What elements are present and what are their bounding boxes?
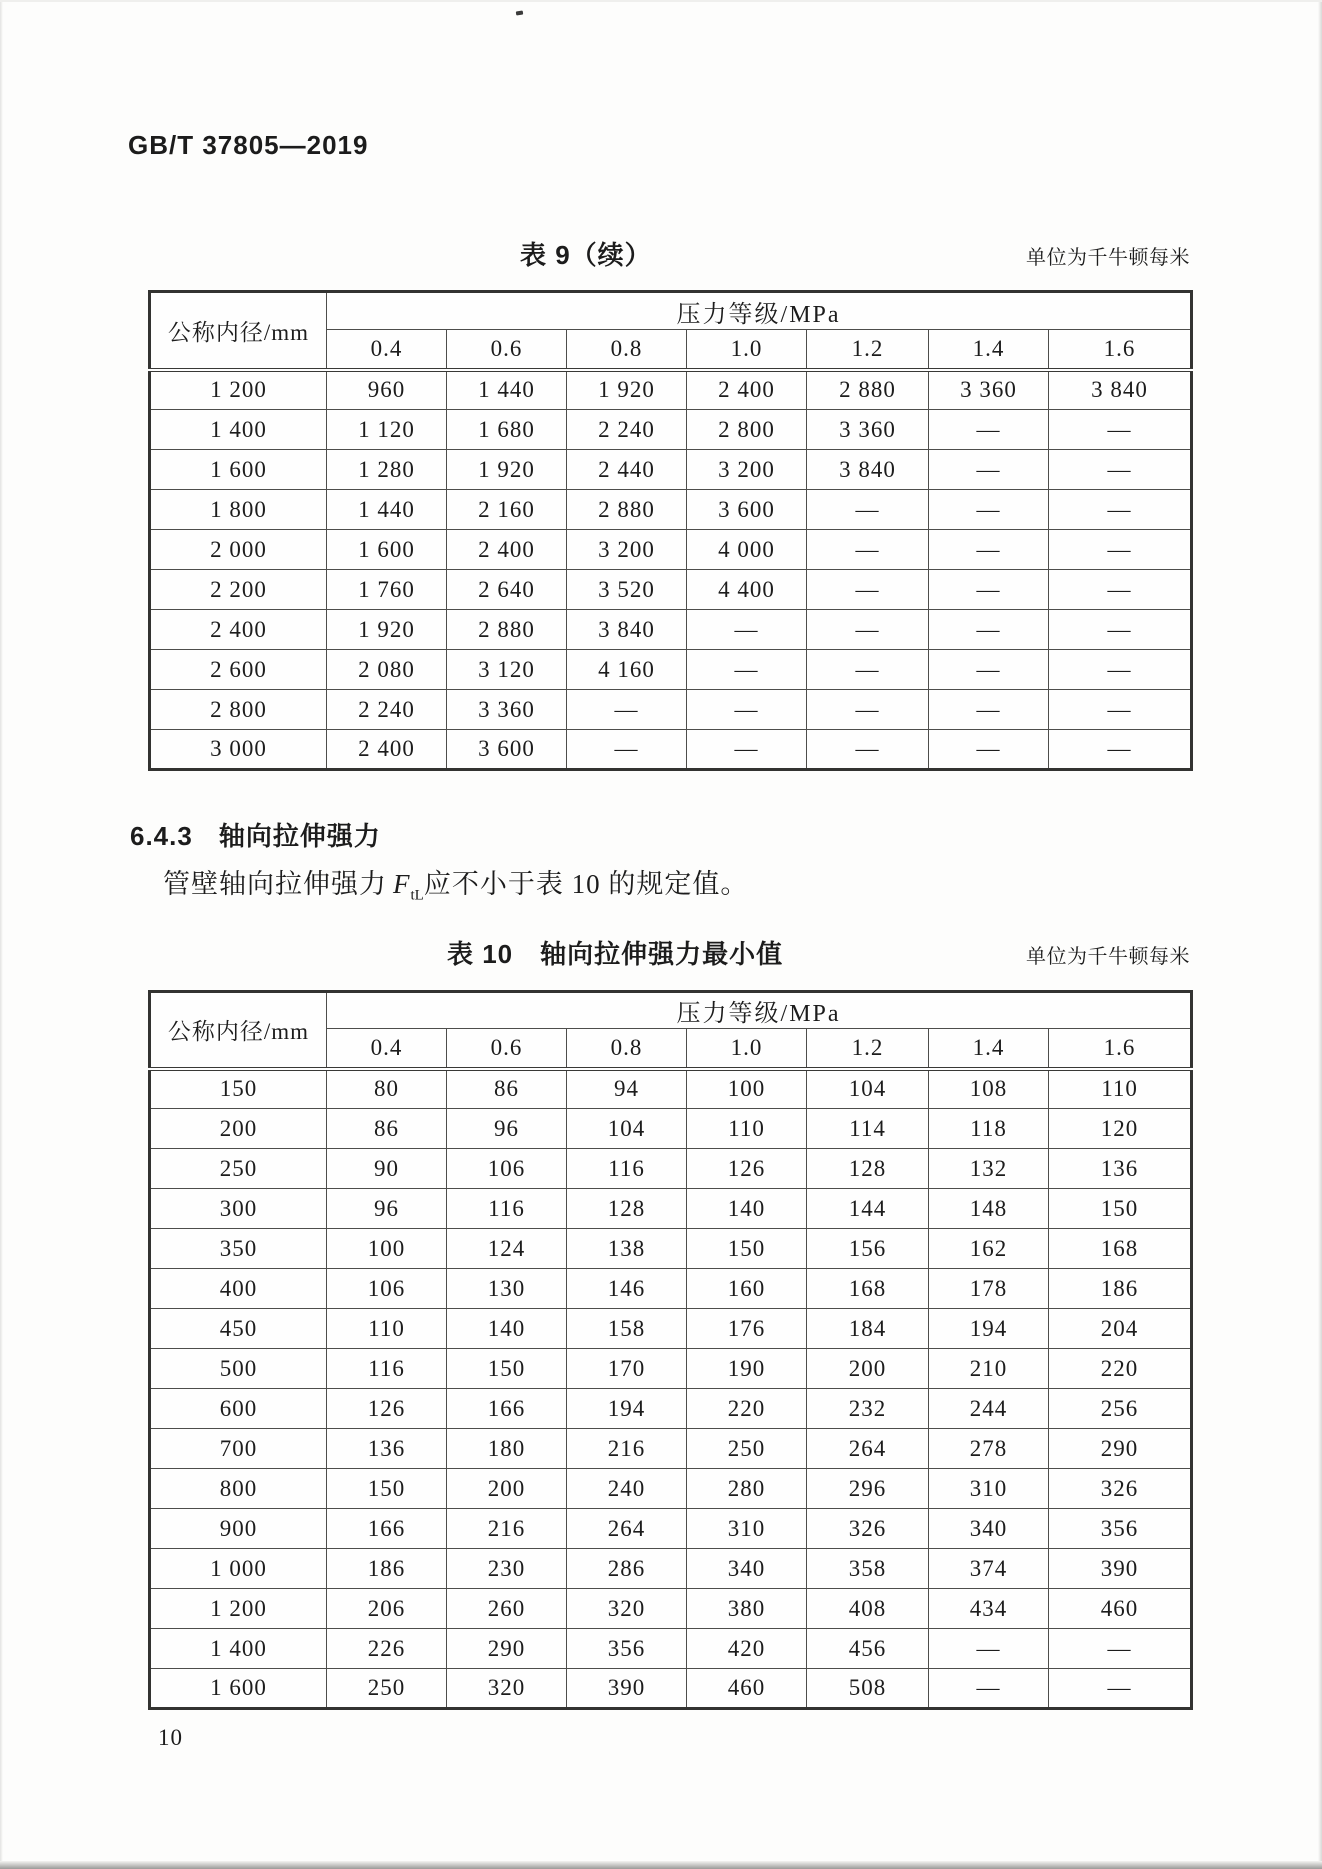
value-cell: 356 bbox=[1049, 1509, 1192, 1549]
value-cell: 128 bbox=[567, 1189, 687, 1229]
value-cell: 124 bbox=[447, 1229, 567, 1269]
table-row bbox=[150, 1509, 1192, 1549]
value-cell: — bbox=[929, 610, 1049, 650]
value-cell: 2 640 bbox=[447, 570, 567, 610]
value-cell: 2 240 bbox=[327, 690, 447, 730]
value-cell: — bbox=[929, 570, 1049, 610]
value-cell: 162 bbox=[929, 1229, 1049, 1269]
diameter-column-header: 公称内径/mm bbox=[150, 292, 327, 370]
table10 bbox=[148, 990, 1193, 1710]
diameter-cell: 1 400 bbox=[150, 1629, 327, 1669]
table-row bbox=[150, 1669, 1192, 1709]
value-cell: 126 bbox=[327, 1389, 447, 1429]
value-cell: — bbox=[807, 730, 929, 770]
value-cell: 216 bbox=[567, 1429, 687, 1469]
value-cell: 320 bbox=[567, 1589, 687, 1629]
pressure-level-header: 1.2 bbox=[807, 1029, 929, 1069]
value-cell: 2 880 bbox=[807, 370, 929, 410]
value-cell: — bbox=[1049, 570, 1192, 610]
value-cell: 204 bbox=[1049, 1309, 1192, 1349]
standard-number: GB/T 37805—2019 bbox=[128, 130, 369, 160]
value-cell: 1 440 bbox=[327, 490, 447, 530]
value-cell: 216 bbox=[447, 1509, 567, 1549]
value-cell: 132 bbox=[929, 1149, 1049, 1189]
value-cell: 166 bbox=[327, 1509, 447, 1549]
value-cell: 3 600 bbox=[447, 730, 567, 770]
section-number: 6.4.3 bbox=[130, 821, 193, 851]
value-cell: 244 bbox=[929, 1389, 1049, 1429]
value-cell: 296 bbox=[807, 1469, 929, 1509]
table-row bbox=[150, 610, 1192, 650]
diameter-column-header: 公称内径/mm bbox=[150, 992, 327, 1069]
value-cell: 286 bbox=[567, 1549, 687, 1589]
value-cell: 3 840 bbox=[1049, 370, 1192, 410]
value-cell: 390 bbox=[567, 1669, 687, 1709]
diameter-cell: 1 600 bbox=[150, 450, 327, 490]
value-cell: 150 bbox=[327, 1469, 447, 1509]
value-cell: 80 bbox=[327, 1069, 447, 1109]
pressure-level-header: 0.4 bbox=[327, 330, 447, 370]
diameter-cell: 1 800 bbox=[150, 490, 327, 530]
value-cell: 250 bbox=[327, 1669, 447, 1709]
pressure-group-header: 压力等级/MPa bbox=[327, 992, 1192, 1029]
diameter-cell: 150 bbox=[150, 1069, 327, 1109]
value-cell: 340 bbox=[929, 1509, 1049, 1549]
value-cell: 206 bbox=[327, 1589, 447, 1629]
value-cell: — bbox=[929, 1629, 1049, 1669]
value-cell: 126 bbox=[687, 1149, 807, 1189]
table-row bbox=[150, 690, 1192, 730]
value-cell: — bbox=[1049, 490, 1192, 530]
value-cell: 220 bbox=[1049, 1349, 1192, 1389]
scan-edge-top bbox=[0, 0, 1322, 2]
pressure-level-header: 1.6 bbox=[1049, 330, 1192, 370]
value-cell: 96 bbox=[327, 1189, 447, 1229]
body-paragraph bbox=[163, 862, 748, 904]
value-cell: 3 840 bbox=[567, 610, 687, 650]
value-cell: — bbox=[1049, 610, 1192, 650]
table9-caption: 表 9（续） bbox=[520, 240, 652, 270]
value-cell: 1 680 bbox=[447, 410, 567, 450]
value-cell: 166 bbox=[447, 1389, 567, 1429]
value-cell: 140 bbox=[447, 1309, 567, 1349]
pressure-level-header: 1.0 bbox=[687, 330, 807, 370]
value-cell: 120 bbox=[1049, 1109, 1192, 1149]
table10-caption: 表 10 轴向拉伸强力最小值 bbox=[447, 939, 784, 969]
value-cell: 86 bbox=[447, 1069, 567, 1109]
value-cell: 260 bbox=[447, 1589, 567, 1629]
scan-edge-right bbox=[1318, 0, 1322, 1869]
diameter-cell: 1 200 bbox=[150, 1589, 327, 1629]
value-cell: 290 bbox=[447, 1629, 567, 1669]
table-row bbox=[150, 490, 1192, 530]
value-cell: 158 bbox=[567, 1309, 687, 1349]
value-cell: 210 bbox=[929, 1349, 1049, 1389]
value-cell: 150 bbox=[687, 1229, 807, 1269]
value-cell: 2 800 bbox=[687, 410, 807, 450]
value-cell: 118 bbox=[929, 1109, 1049, 1149]
value-cell: 1 760 bbox=[327, 570, 447, 610]
value-cell: 138 bbox=[567, 1229, 687, 1269]
pressure-level-header: 1.6 bbox=[1049, 1029, 1192, 1069]
value-cell: 3 200 bbox=[567, 530, 687, 570]
table9-body bbox=[150, 370, 1192, 770]
table-row bbox=[150, 530, 1192, 570]
value-cell: 170 bbox=[567, 1349, 687, 1389]
pressure-level-header: 1.2 bbox=[807, 330, 929, 370]
value-cell: 150 bbox=[1049, 1189, 1192, 1229]
value-cell: 128 bbox=[807, 1149, 929, 1189]
value-cell: 278 bbox=[929, 1429, 1049, 1469]
table-row bbox=[150, 650, 1192, 690]
value-cell: — bbox=[929, 730, 1049, 770]
paragraph-text-post: 应不小于表 10 的规定值。 bbox=[423, 869, 749, 899]
value-cell: — bbox=[929, 530, 1049, 570]
value-cell: — bbox=[1049, 450, 1192, 490]
value-cell: 110 bbox=[687, 1109, 807, 1149]
page-number: 10 bbox=[158, 1725, 183, 1750]
value-cell: 232 bbox=[807, 1389, 929, 1429]
table-row bbox=[150, 1109, 1192, 1149]
value-cell: — bbox=[807, 690, 929, 730]
value-cell: 136 bbox=[1049, 1149, 1192, 1189]
diameter-cell: 500 bbox=[150, 1349, 327, 1389]
table-row bbox=[150, 1429, 1192, 1469]
value-cell: — bbox=[929, 650, 1049, 690]
value-cell: 110 bbox=[327, 1309, 447, 1349]
value-cell: 2 080 bbox=[327, 650, 447, 690]
pressure-level-header: 0.6 bbox=[447, 1029, 567, 1069]
value-cell: 230 bbox=[447, 1549, 567, 1589]
value-cell: 116 bbox=[567, 1149, 687, 1189]
table-row bbox=[150, 410, 1192, 450]
value-cell: 310 bbox=[687, 1509, 807, 1549]
table-row bbox=[150, 1309, 1192, 1349]
value-cell: 390 bbox=[1049, 1549, 1192, 1589]
value-cell: 960 bbox=[327, 370, 447, 410]
value-cell: — bbox=[1049, 1629, 1192, 1669]
value-cell: 2 440 bbox=[567, 450, 687, 490]
value-cell: 3 360 bbox=[447, 690, 567, 730]
value-cell: — bbox=[929, 410, 1049, 450]
value-cell: 4 400 bbox=[687, 570, 807, 610]
value-cell: 2 160 bbox=[447, 490, 567, 530]
value-cell: — bbox=[567, 730, 687, 770]
diameter-cell: 350 bbox=[150, 1229, 327, 1269]
table-row bbox=[150, 1189, 1192, 1229]
value-cell: 3 200 bbox=[687, 450, 807, 490]
value-cell: 434 bbox=[929, 1589, 1049, 1629]
pressure-level-header: 0.8 bbox=[567, 1029, 687, 1069]
value-cell: 3 840 bbox=[807, 450, 929, 490]
value-cell: 326 bbox=[1049, 1469, 1192, 1509]
value-cell: 1 440 bbox=[447, 370, 567, 410]
value-cell: 408 bbox=[807, 1589, 929, 1629]
value-cell: 160 bbox=[687, 1269, 807, 1309]
value-cell: — bbox=[807, 650, 929, 690]
value-cell: 114 bbox=[807, 1109, 929, 1149]
value-cell: 86 bbox=[327, 1109, 447, 1149]
value-cell: 168 bbox=[1049, 1229, 1192, 1269]
pressure-level-header: 1.4 bbox=[929, 1029, 1049, 1069]
value-cell: — bbox=[807, 570, 929, 610]
diameter-cell: 2 200 bbox=[150, 570, 327, 610]
value-cell: 1 920 bbox=[327, 610, 447, 650]
diameter-cell: 400 bbox=[150, 1269, 327, 1309]
value-cell: — bbox=[929, 450, 1049, 490]
table9-header-row-1 bbox=[150, 292, 1192, 330]
section-heading bbox=[130, 816, 381, 853]
value-cell: — bbox=[1049, 530, 1192, 570]
table9-unit-note: 单位为千牛顿每米 bbox=[1026, 247, 1190, 269]
diameter-cell: 2 000 bbox=[150, 530, 327, 570]
value-cell: 460 bbox=[687, 1669, 807, 1709]
value-cell: 2 880 bbox=[567, 490, 687, 530]
table-row bbox=[150, 1549, 1192, 1589]
value-cell: 194 bbox=[929, 1309, 1049, 1349]
value-cell: — bbox=[1049, 650, 1192, 690]
value-cell: 104 bbox=[567, 1109, 687, 1149]
value-cell: — bbox=[929, 1669, 1049, 1709]
diameter-cell: 450 bbox=[150, 1309, 327, 1349]
pressure-level-header: 0.4 bbox=[327, 1029, 447, 1069]
diameter-cell: 3 000 bbox=[150, 730, 327, 770]
force-symbol-subscript: tL bbox=[410, 887, 424, 904]
value-cell: 256 bbox=[1049, 1389, 1192, 1429]
value-cell: — bbox=[807, 530, 929, 570]
value-cell: 108 bbox=[929, 1069, 1049, 1109]
value-cell: 456 bbox=[807, 1629, 929, 1669]
value-cell: — bbox=[687, 610, 807, 650]
value-cell: 250 bbox=[687, 1429, 807, 1469]
value-cell: 140 bbox=[687, 1189, 807, 1229]
value-cell: — bbox=[687, 730, 807, 770]
value-cell: 3 120 bbox=[447, 650, 567, 690]
value-cell: 264 bbox=[807, 1429, 929, 1469]
value-cell: 2 400 bbox=[447, 530, 567, 570]
value-cell: 190 bbox=[687, 1349, 807, 1389]
value-cell: 280 bbox=[687, 1469, 807, 1509]
paragraph-text-pre: 管壁轴向拉伸强力 bbox=[163, 869, 387, 899]
table-row bbox=[150, 1149, 1192, 1189]
value-cell: 150 bbox=[447, 1349, 567, 1389]
scan-edge-left bbox=[0, 0, 3, 1869]
value-cell: 264 bbox=[567, 1509, 687, 1549]
value-cell: — bbox=[807, 490, 929, 530]
value-cell: — bbox=[1049, 730, 1192, 770]
value-cell: 2 880 bbox=[447, 610, 567, 650]
value-cell: 374 bbox=[929, 1549, 1049, 1589]
value-cell: 100 bbox=[327, 1229, 447, 1269]
value-cell: — bbox=[929, 490, 1049, 530]
diameter-cell: 1 400 bbox=[150, 410, 327, 450]
table-row bbox=[150, 1629, 1192, 1669]
value-cell: 460 bbox=[1049, 1589, 1192, 1629]
value-cell: 3 360 bbox=[807, 410, 929, 450]
diameter-cell: 300 bbox=[150, 1189, 327, 1229]
table-row bbox=[150, 1069, 1192, 1109]
value-cell: 1 120 bbox=[327, 410, 447, 450]
value-cell: 146 bbox=[567, 1269, 687, 1309]
value-cell: 180 bbox=[447, 1429, 567, 1469]
value-cell: 148 bbox=[929, 1189, 1049, 1229]
value-cell: 94 bbox=[567, 1069, 687, 1109]
value-cell: — bbox=[1049, 690, 1192, 730]
value-cell: 356 bbox=[567, 1629, 687, 1669]
value-cell: 320 bbox=[447, 1669, 567, 1709]
diameter-cell: 800 bbox=[150, 1469, 327, 1509]
value-cell: 144 bbox=[807, 1189, 929, 1229]
scan-artifact-speck bbox=[516, 11, 523, 16]
diameter-cell: 1 000 bbox=[150, 1549, 327, 1589]
value-cell: — bbox=[567, 690, 687, 730]
diameter-cell: 1 200 bbox=[150, 370, 327, 410]
value-cell: 3 360 bbox=[929, 370, 1049, 410]
value-cell: 178 bbox=[929, 1269, 1049, 1309]
value-cell: 106 bbox=[447, 1149, 567, 1189]
value-cell: 116 bbox=[447, 1189, 567, 1229]
table-row bbox=[150, 730, 1192, 770]
table-row bbox=[150, 1349, 1192, 1389]
value-cell: 380 bbox=[687, 1589, 807, 1629]
value-cell: 106 bbox=[327, 1269, 447, 1309]
pressure-level-header: 0.6 bbox=[447, 330, 567, 370]
value-cell: 3 520 bbox=[567, 570, 687, 610]
value-cell: 116 bbox=[327, 1349, 447, 1389]
table-row bbox=[150, 450, 1192, 490]
diameter-cell: 2 600 bbox=[150, 650, 327, 690]
scan-edge-bottom bbox=[0, 1861, 1322, 1869]
value-cell: 156 bbox=[807, 1229, 929, 1269]
value-cell: 240 bbox=[567, 1469, 687, 1509]
value-cell: 1 920 bbox=[567, 370, 687, 410]
diameter-cell: 200 bbox=[150, 1109, 327, 1149]
table10-unit-note: 单位为千牛顿每米 bbox=[1026, 946, 1190, 968]
value-cell: 130 bbox=[447, 1269, 567, 1309]
value-cell: 4 160 bbox=[567, 650, 687, 690]
table-row bbox=[150, 570, 1192, 610]
value-cell: 110 bbox=[1049, 1069, 1192, 1109]
table9 bbox=[148, 290, 1193, 771]
table-row bbox=[150, 1269, 1192, 1309]
value-cell: 4 000 bbox=[687, 530, 807, 570]
value-cell: — bbox=[807, 610, 929, 650]
value-cell: — bbox=[929, 690, 1049, 730]
value-cell: — bbox=[1049, 1669, 1192, 1709]
value-cell: 226 bbox=[327, 1629, 447, 1669]
force-symbol: F bbox=[393, 869, 411, 899]
table-row bbox=[150, 1469, 1192, 1509]
table10-body bbox=[150, 1069, 1192, 1709]
table-row bbox=[150, 1389, 1192, 1429]
value-cell: — bbox=[687, 690, 807, 730]
diameter-cell: 250 bbox=[150, 1149, 327, 1189]
value-cell: — bbox=[687, 650, 807, 690]
value-cell: 200 bbox=[807, 1349, 929, 1389]
value-cell: 96 bbox=[447, 1109, 567, 1149]
value-cell: — bbox=[1049, 410, 1192, 450]
pressure-level-header: 0.8 bbox=[567, 330, 687, 370]
value-cell: 508 bbox=[807, 1669, 929, 1709]
diameter-cell: 2 400 bbox=[150, 610, 327, 650]
value-cell: 220 bbox=[687, 1389, 807, 1429]
diameter-cell: 600 bbox=[150, 1389, 327, 1429]
diameter-cell: 1 600 bbox=[150, 1669, 327, 1709]
value-cell: 2 400 bbox=[687, 370, 807, 410]
value-cell: 104 bbox=[807, 1069, 929, 1109]
value-cell: 194 bbox=[567, 1389, 687, 1429]
value-cell: 3 600 bbox=[687, 490, 807, 530]
value-cell: 200 bbox=[447, 1469, 567, 1509]
value-cell: 2 400 bbox=[327, 730, 447, 770]
table10-header-row-1 bbox=[150, 992, 1192, 1029]
value-cell: 186 bbox=[1049, 1269, 1192, 1309]
value-cell: 340 bbox=[687, 1549, 807, 1589]
pressure-group-header: 压力等级/MPa bbox=[327, 292, 1192, 330]
pressure-level-header: 1.0 bbox=[687, 1029, 807, 1069]
diameter-cell: 2 800 bbox=[150, 690, 327, 730]
diameter-cell: 900 bbox=[150, 1509, 327, 1549]
value-cell: 358 bbox=[807, 1549, 929, 1589]
table-row bbox=[150, 370, 1192, 410]
value-cell: 290 bbox=[1049, 1429, 1192, 1469]
diameter-cell: 700 bbox=[150, 1429, 327, 1469]
value-cell: 1 280 bbox=[327, 450, 447, 490]
value-cell: 176 bbox=[687, 1309, 807, 1349]
value-cell: 1 920 bbox=[447, 450, 567, 490]
table-row bbox=[150, 1229, 1192, 1269]
value-cell: 186 bbox=[327, 1549, 447, 1589]
value-cell: 168 bbox=[807, 1269, 929, 1309]
value-cell: 100 bbox=[687, 1069, 807, 1109]
value-cell: 184 bbox=[807, 1309, 929, 1349]
value-cell: 1 600 bbox=[327, 530, 447, 570]
value-cell: 420 bbox=[687, 1629, 807, 1669]
value-cell: 136 bbox=[327, 1429, 447, 1469]
value-cell: 90 bbox=[327, 1149, 447, 1189]
value-cell: 326 bbox=[807, 1509, 929, 1549]
section-title: 轴向拉伸强力 bbox=[218, 821, 381, 851]
value-cell: 2 240 bbox=[567, 410, 687, 450]
table-row bbox=[150, 1589, 1192, 1629]
pressure-level-header: 1.4 bbox=[929, 330, 1049, 370]
value-cell: 310 bbox=[929, 1469, 1049, 1509]
